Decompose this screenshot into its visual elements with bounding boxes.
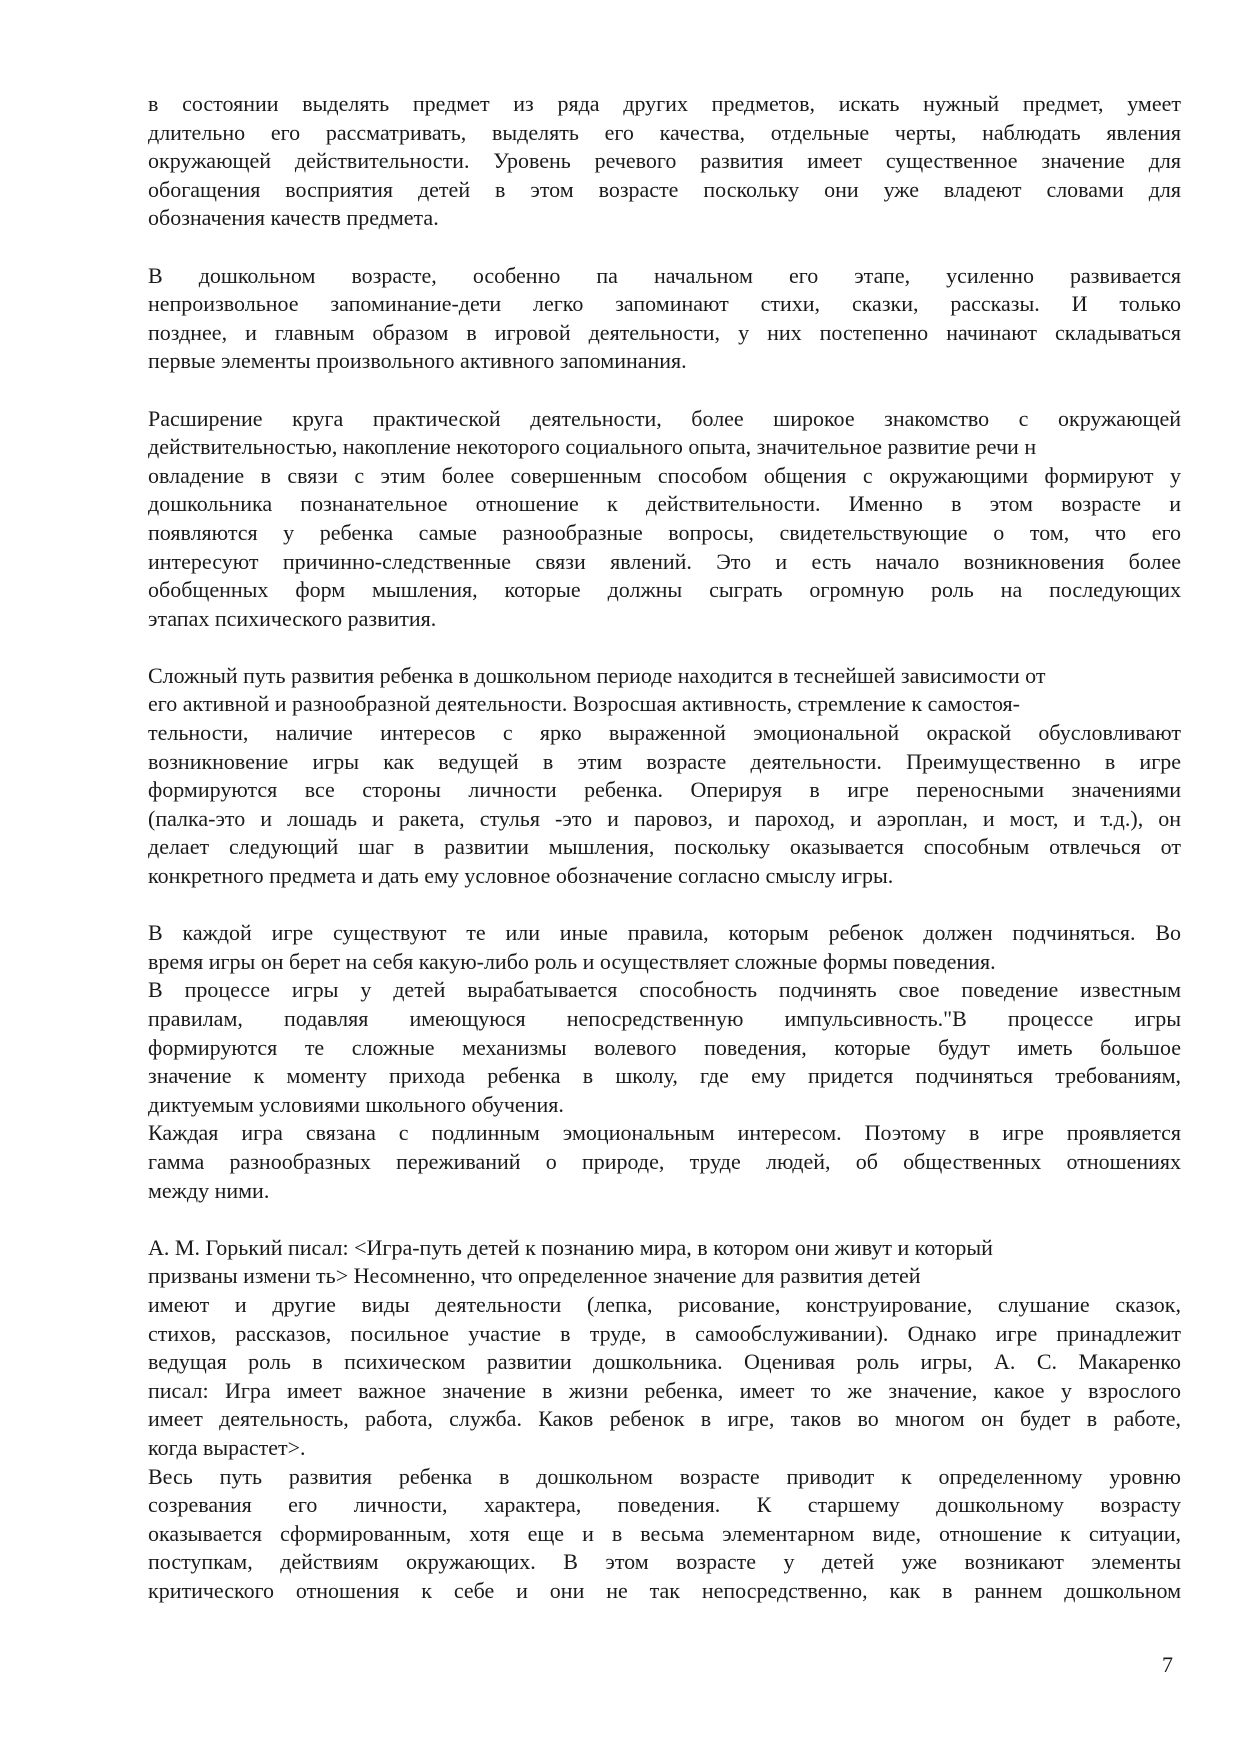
text-line: диктуемым условиями школьного обучения. <box>148 1091 564 1117</box>
text-line: интересуют причинно-следственные связи явлений. Это и есть начало возникновения более <box>148 548 1181 574</box>
text-line: его активной и разнообразной деятельности. Возросшая активность, стремление к самостоя- <box>148 691 1020 717</box>
text-line: писал: Игра имеет важное значение в жизни ребенка, имеет то же значение, какое у взрослого <box>148 1377 1181 1403</box>
text-line: делает следующий шаг в развитии мышления, поскольку оказывается способным отвлечься от <box>148 834 1181 860</box>
text-line: Расширение круга практической деятельности, более широкое знакомство с окружающей <box>148 405 1181 431</box>
text-line: обобщенных форм мышления, которые должны сыграть огромную роль на последующих <box>148 577 1181 603</box>
text-line: окружающей действительности. Уровень речевого развития имеет существенное значение для <box>148 148 1181 174</box>
text-line: Сложный путь развития ребенка в дошкольном периоде находится в теснейшей зависимости от <box>148 662 1046 688</box>
text-line: Каждая игра связана с подлинным эмоциональным интересом. Поэтому в игре проявляется <box>148 1120 1181 1146</box>
text-line: (палка-это и лошадь и ракета, стулья -это и паровоз, и пароход, и аэроплан, и мост, и т.д.), он <box>148 805 1181 831</box>
text-line: время игры он берет на себя какую-либо роль и осуществляет сложные формы поведения. <box>148 948 996 974</box>
text-line: первые элементы произвольного активного запоминания. <box>148 348 687 374</box>
text-line: формируются все стороны личности ребенка. Оперируя в игре переносными значениями <box>148 777 1181 803</box>
text-line: стихов, рассказов, посильное участие в труде, в самообслуживании). Однако игре принадлежит <box>148 1320 1181 1346</box>
paragraph <box>148 919 1181 1205</box>
text-line: В процессе игры у детей вырабатывается способность подчинять свое поведение известным <box>148 977 1181 1003</box>
text-line: В каждой игре существуют те или иные правила, которым ребенок должен подчиняться. Во <box>148 920 1181 946</box>
text-line: появляются у ребенка самые разнообразные вопросы, свидетельствующие о том, что его <box>148 519 1181 545</box>
page-number: 7 <box>1162 1652 1173 1677</box>
text-line: действительностью, накопление некоторого социального опыта, значительное развитие речи н <box>148 434 1037 460</box>
document-body <box>148 90 1181 1634</box>
text-line: имеет деятельность, работа, служба. Каков ребенок в игре, таков во многом он будет в работе, <box>148 1406 1181 1432</box>
text-line: оказывается сформированным, хотя еще и в весьма элементарном виде, отношение к ситуации, <box>148 1520 1181 1546</box>
text-line: овладение в связи с этим более совершенным способом общения с окружающими формируют у <box>148 462 1181 488</box>
text-line: имеют и другие виды деятельности (лепка, рисование, конструирование, слушание сказок, <box>148 1291 1181 1317</box>
text-line: критического отношения к себе и они не так непосредственно, как в раннем дошкольном <box>148 1577 1181 1603</box>
paragraph <box>148 1234 1181 1606</box>
text-line: непроизвольное запоминание-дети легко запоминают стихи, сказки, рассказы. И только <box>148 291 1181 317</box>
text-line: А. М. Горький писал: <Игра-путь детей к познанию мира, в котором они живут и который <box>148 1234 993 1260</box>
text-line: дошкольника познанательное отношение к действительности. Именно в этом возрасте и <box>148 491 1181 517</box>
text-line: позднее, и главным образом в игровой деятельности, у них постепенно начинают складываться <box>148 319 1181 345</box>
paragraph <box>148 262 1181 376</box>
paragraph <box>148 90 1181 233</box>
text-line: ведущая роль в психическом развитии дошкольника. Оценивая роль игры, А. С. Макаренко <box>148 1349 1181 1375</box>
text-line: конкретного предмета и дать ему условное обозначение согласно смыслу игры. <box>148 863 894 889</box>
text-line: правилам, подавляя имеющуюся непосредственную импульсивность."В процессе игры <box>148 1006 1181 1031</box>
text-line: возникновение игры как ведущей в этим возрасте деятельности. Преимущественно в игре <box>148 748 1181 774</box>
paragraph <box>148 405 1181 634</box>
text-line: в состоянии выделять предмет из ряда других предметов, искать нужный предмет, умеет <box>148 91 1181 116</box>
paragraph <box>148 662 1181 891</box>
text-line: обогащения восприятия детей в этом возрасте поскольку они уже владеют словами для <box>148 176 1181 202</box>
text-line: В дошкольном возрасте, особенно па начальном его этапе, усиленно развивается <box>148 262 1181 288</box>
text-line: обозначения качеств предмета. <box>148 205 439 231</box>
text-line: когда вырастет>. <box>148 1434 306 1460</box>
text-line: тельности, наличие интересов с ярко выраженной эмоциональной окраской обусловливают <box>148 720 1181 746</box>
text-line: призваны измени ть> Несомненно, что определенное значение для развития детей <box>148 1263 921 1289</box>
text-line: этапах психического развития. <box>148 605 437 631</box>
text-line: значение к моменту прихода ребенка в школу, где ему придется подчиняться требованиям, <box>148 1063 1181 1089</box>
text-line: созревания его личности, характера, поведения. К старшему дошкольному возрасту <box>148 1492 1181 1518</box>
text-line: поступкам, действиям окружающих. В этом возрасте у детей уже возникают элементы <box>148 1549 1181 1575</box>
text-line: формируются те сложные механизмы волевого поведения, которые будут иметь большое <box>148 1034 1181 1060</box>
text-line: Весь путь развития ребенка в дошкольном возрасте приводит к определенному уровню <box>148 1463 1181 1489</box>
text-line: длительно его рассматривать, выделять его качества, отдельные черты, наблюдать явления <box>148 119 1181 145</box>
text-line: гамма разнообразных переживаний о природе, труде людей, об общественных отношениях <box>148 1148 1181 1174</box>
text-line: между ними. <box>148 1177 270 1203</box>
